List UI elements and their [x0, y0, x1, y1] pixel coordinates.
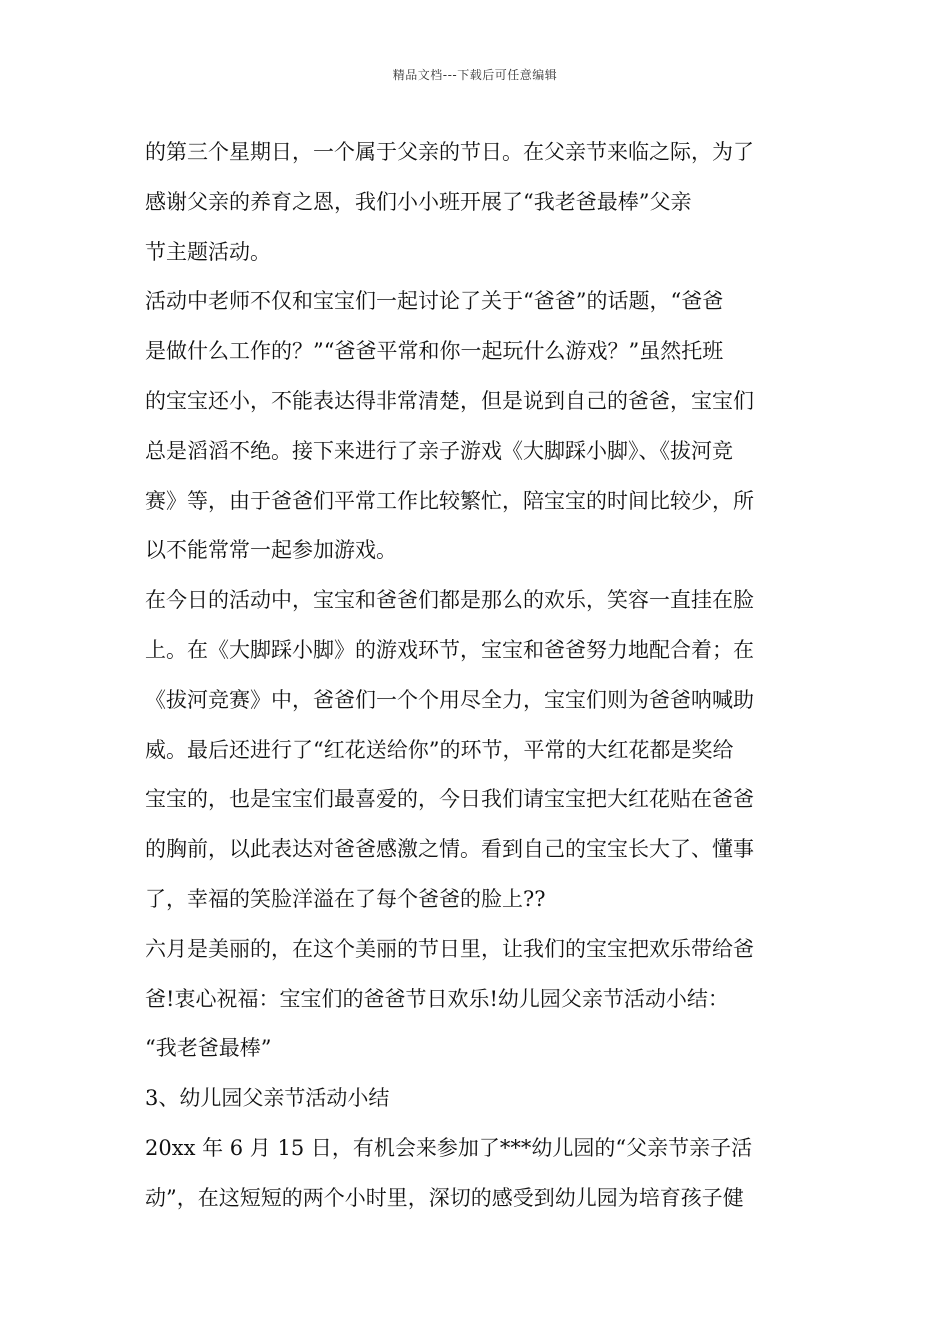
text-line: 的胸前，以此表达对爸爸感激之情。看到自己的宝宝长大了、懂事 — [145, 837, 754, 862]
text-line: 以不能常常一起参加游戏。 — [145, 538, 397, 563]
text-line: 20xx 年 6 月 15 日，有机会来参加了***幼儿园的“父亲节亲子活 — [145, 1135, 753, 1160]
text-line: 赛》等，由于爸爸们平常工作比较繁忙，陪宝宝的时间比较少，所 — [145, 488, 754, 513]
text-line: “我老爸最棒” — [145, 1036, 272, 1061]
text-line: 了，幸福的笑脸洋溢在了每个爸爸的脸上?? — [145, 886, 546, 911]
section-heading: 3、幼儿园父亲节活动小结 — [145, 1086, 390, 1111]
text-line: 爸!衷心祝福：宝宝们的爸爸节日欢乐!幼儿园父亲节活动小结： — [145, 986, 729, 1011]
text-line: 活动中老师不仅和宝宝们一起讨论了关于“爸爸”的话题，“爸爸 — [145, 289, 724, 314]
text-line: 威。最后还进行了“红花送给你”的环节，平常的大红花都是奖给 — [145, 737, 734, 762]
text-line: 的宝宝还小，不能表达得非常清楚，但是说到自己的爸爸，宝宝们 — [145, 388, 754, 413]
text-line: 是做什么工作的？”“爸爸平常和你一起玩什么游戏？”虽然托班 — [145, 339, 724, 364]
text-line: 动”，在这短短的两个小时里，深切的感受到幼儿园为培育孩子健 — [145, 1185, 744, 1210]
text-line: 六月是美丽的，在这个美丽的节日里，让我们的宝宝把欢乐带给爸 — [145, 936, 754, 961]
text-line: 《拔河竞赛》中，爸爸们一个个用尽全力，宝宝们则为爸爸呐喊助 — [145, 687, 754, 712]
text-line: 的第三个星期日，一个属于父亲的节日。在父亲节来临之际，为了 — [145, 140, 754, 164]
text-line: 节主题活动。 — [145, 239, 271, 264]
text-line: 宝宝的，也是宝宝们最喜爱的，今日我们请宝宝把大红花贴在爸爸 — [145, 787, 754, 812]
document-body — [145, 128, 810, 1224]
text-line: 在今日的活动中，宝宝和爸爸们都是那么的欢乐，笑容一直挂在脸 — [145, 588, 754, 613]
text-line: 感谢父亲的养育之恩，我们小小班开展了“我老爸最棒”父亲 — [145, 189, 692, 214]
text-line: 上。在《大脚踩小脚》的游戏环节，宝宝和爸爸努力地配合着；在 — [145, 637, 754, 662]
text-line: 总是滔滔不绝。接下来进行了亲子游戏《大脚踩小脚》、《拔河竞 — [145, 438, 733, 463]
page-header: 精品文档---下载后可任意编辑 — [392, 68, 558, 82]
